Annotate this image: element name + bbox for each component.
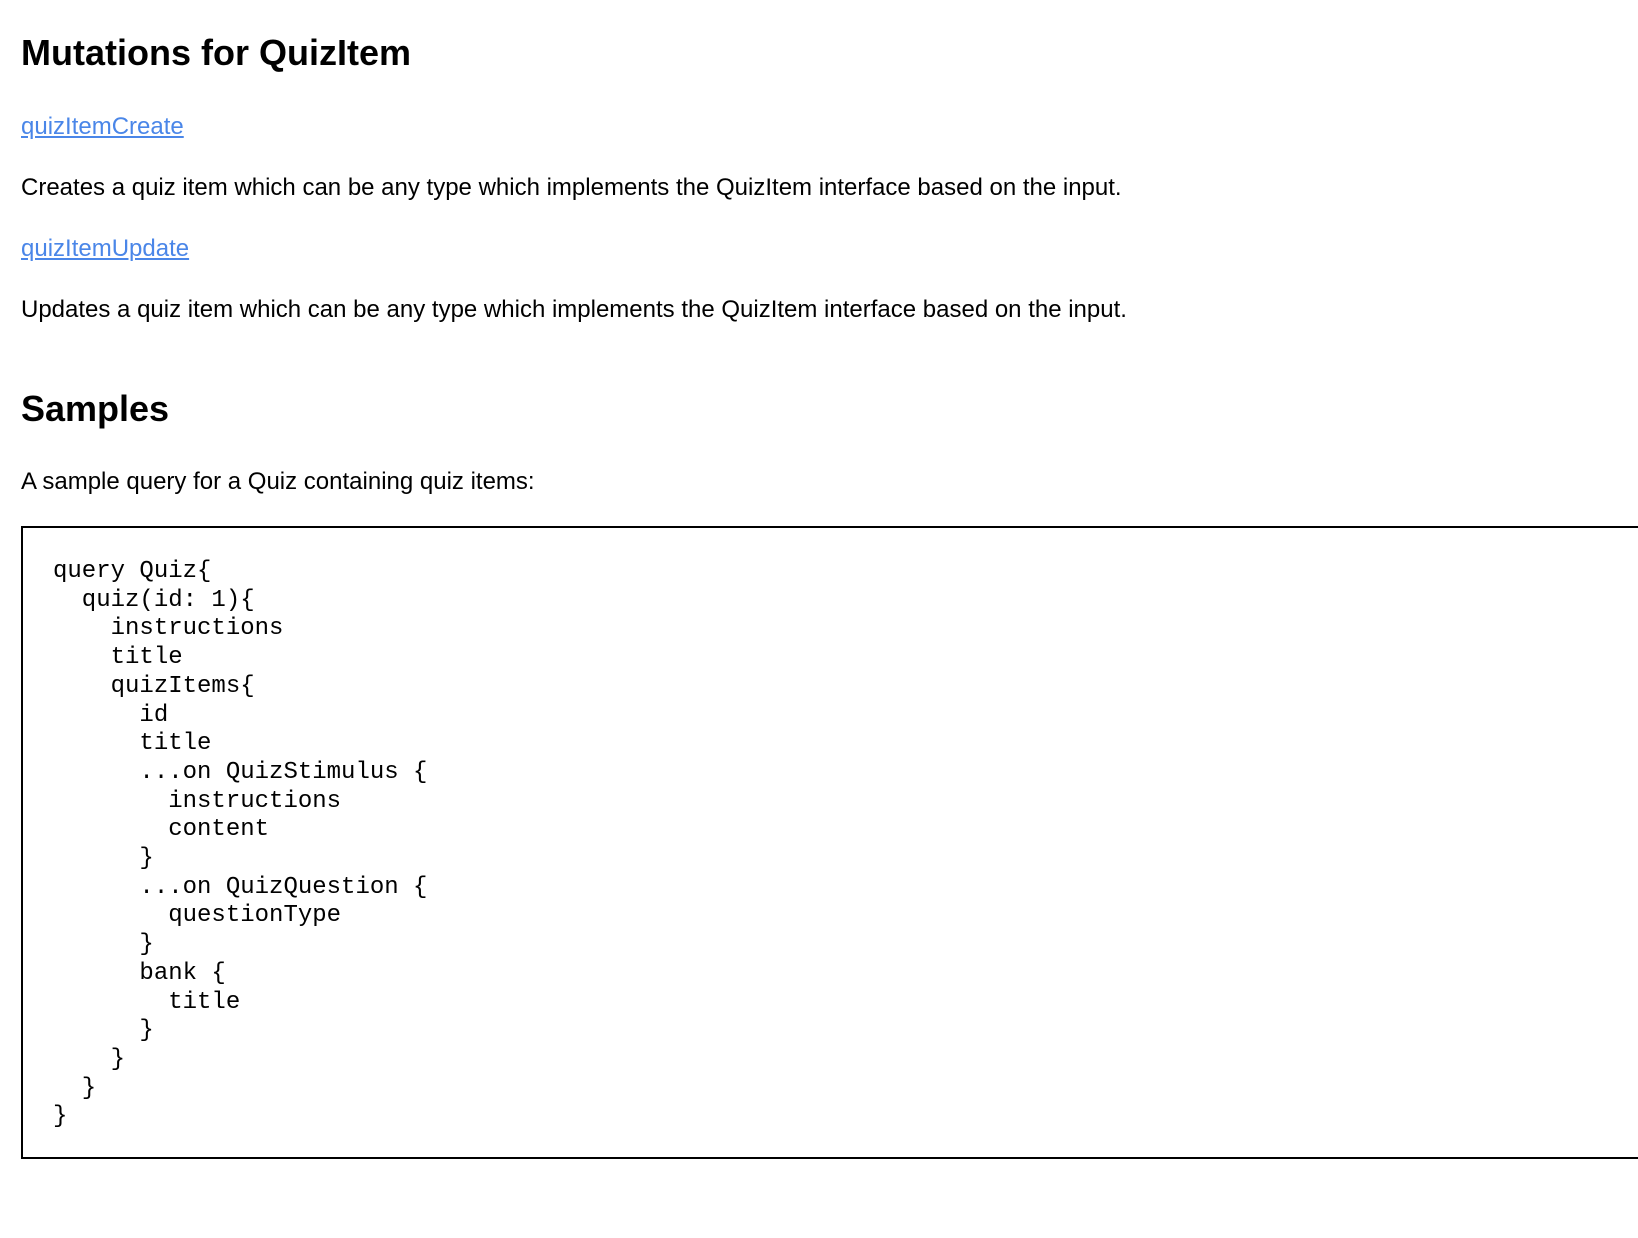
quiz-item-update-description: Updates a quiz item which can be any type which implements the QuizItem interface based on the input. bbox=[21, 296, 1127, 323]
quiz-item-create-description: Creates a quiz item which can be any type which implements the QuizItem interface based on the input. bbox=[21, 174, 1122, 201]
quiz-item-update-link[interactable]: quizItemUpdate bbox=[21, 235, 190, 262]
sample-query-code: query Quiz{ quiz(id: 1){ instructions title quizItems{ id title ...on QuizStimulus { instructions content } ...on QuizQuestion { questionType } bank { title } } } } bbox=[53, 558, 428, 1131]
code-block bbox=[21, 526, 1638, 1159]
quiz-item-create-link[interactable]: quizItemCreate bbox=[21, 113, 184, 140]
samples-heading: Samples bbox=[21, 388, 170, 429]
mutations-heading: Mutations for QuizItem bbox=[21, 32, 411, 73]
samples-intro-text: A sample query for a Quiz containing quiz items: bbox=[21, 468, 535, 495]
